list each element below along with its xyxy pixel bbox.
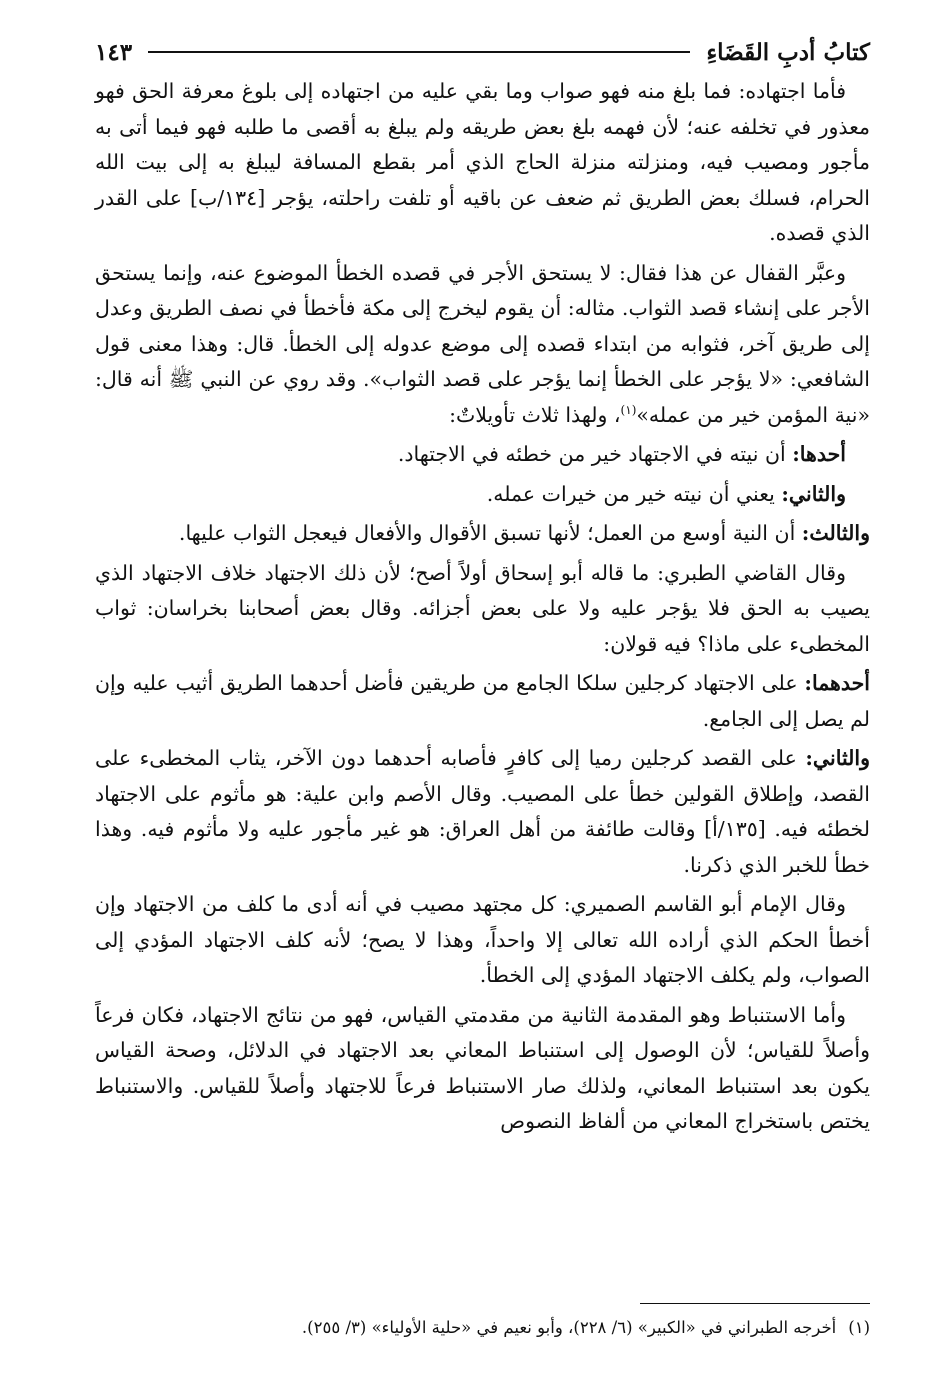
- footnote-reference[interactable]: (١): [620, 402, 637, 417]
- book-page: [95, 30, 870, 1350]
- item-text: على الاجتهاد كرجلين سلكا الجامع من طريقين فأضل أحدهما الطريق أثيب عليه وإن لم يصل إلى الجامع.: [95, 671, 870, 731]
- header-rule: [148, 51, 690, 53]
- item-text: على القصد كرجلين رميا إلى كافرٍ فأصابه أحدهما دون الآخر، يثاب المخطىء على القصد، وإطلاق القولين خطأ على المصيب. وقال الأصم وابن علية: هو مأثوم على الاجتهاد لخطئه فيه. [١٣٥/أ] وقالت طائفة من أهل العراق: هو غير مأجور عليه ولا مأثوم فيه. وهذا خطأ للخبر الذي ذكرنا.: [95, 746, 870, 877]
- paragraph-text: وعبَّر القفال عن هذا فقال: لا يستحق الأجر في قصده الخطأ الموضوع عنه، وإنما يستحق الأجر على إنشاء قصد الثواب. مثاله: أن يقوم ليخرج إلى مكة فأخطأ في نصف الطريق وعدل إلى طريق آخر، فثوابه من ابتداء قصده إلى موضع عدوله إلى الخطأ. قال: وهذا معنى قول الشافعي: «لا يؤجر على الخطأ إنما يؤجر على قصد الثواب». وقد روي عن النبي ﷺ أنه قال: «نية المؤمن خير من عمله»: [95, 260, 870, 427]
- paragraph-text: وقال القاضي الطبري: ما قاله أبو إسحاق أولاً أصح؛ لأن ذلك الاجتهاد خلاف الاجتهاد الذي يصيب به الحق فلا يؤجر عليه ولا على بعض أجزائه. وقال بعض أصحابنا بخراسان: ثواب المخطىء على ماذا؟ فيه قولان:: [95, 560, 870, 656]
- paragraph: [95, 74, 870, 252]
- opinion-item: [95, 741, 870, 883]
- item-lead: والثاني:: [781, 481, 846, 506]
- item-text: أن النية أوسع من العمل؛ لأنها تسبق الأقوال والأفعال فيعجل الثواب عليها.: [178, 521, 802, 545]
- paragraph: [95, 256, 870, 434]
- item-lead: والثاني:: [805, 746, 870, 770]
- footnote-text: أخرجه الطبراني في «الكبير» (٦/ ٢٢٨)، وأبو نعيم في «حلية الأولياء» (٣/ ٢٥٥).: [301, 1318, 837, 1337]
- footnote: [95, 1315, 870, 1341]
- main-text: [95, 74, 870, 1140]
- paragraph: [95, 998, 870, 1140]
- item-text: أن نيته في الاجتهاد خير من خطئه في الاجتهاد.: [397, 442, 793, 466]
- book-title: كتابُ أدبِ القَضَاءِ: [706, 38, 870, 66]
- paragraph: [95, 556, 870, 663]
- footnote-number: (١): [848, 1318, 870, 1337]
- opinion-item: [95, 666, 870, 737]
- interpretation-item: [95, 477, 870, 513]
- interpretation-item: [95, 437, 870, 473]
- footnote-separator: [640, 1303, 870, 1304]
- paragraph-text: ، ولهذا ثلاث تأويلاتٌ:: [449, 402, 621, 427]
- running-header: [95, 30, 870, 74]
- paragraph: [95, 887, 870, 994]
- paragraph-text: وقال الإمام أبو القاسم الصميري: كل مجتهد مصيب في أنه أدى ما كلف من الاجتهاد وإن أخطأ الحكم الذي أراده الله تعالى إلا واحداً، وهذا لا يصح؛ لأنه كلف الاجتهاد المؤدي إلى الصواب، ولم يكلف الاجتهاد المؤدي إلى الخطأ.: [95, 892, 870, 987]
- item-lead: والثالث:: [801, 521, 870, 545]
- interpretation-item: [95, 516, 870, 552]
- item-lead: أحدها:: [792, 442, 846, 466]
- page-number: ١٤٣: [95, 38, 133, 66]
- paragraph-text: وأما الاستنباط وهو المقدمة الثانية من مقدمتي القياس، فهو من نتائج الاجتهاد، فكان فرعاً وأصلاً للقياس؛ لأن الوصول إلى استنباط المعاني بعد الاجتهاد في الدلائل، وصحة القياس يكون بعد استنباط المعاني، ولذلك صار الاستنباط فرعاً للاجتهاد وأصلاً للقياس. والاستنباط يختص باستخراج المعاني من ألفاظ النصوص: [95, 1002, 870, 1133]
- paragraph-text: فأما اجتهاده: فما بلغ منه فهو صواب وما بقي عليه من اجتهاده إلى بلوغ معرفة الحق فهو معذور في تخلفه عنه؛ لأن فهمه بلغ بعض طريقه ولم يبلغ به أقصى ما طلبه فهو فيما أتى به مأجور ومصيب فيه، ومنزلته منزلة الحاج الذي أمر بقطع المسافة ليبلغ به إلى بيت الله الحرام، فسلك بعض الطريق ثم ضعف عن باقيه أو تلفت راحلته، يؤجر [١٣٤/ب] على القدر الذي قصده.: [95, 79, 870, 245]
- item-text: يعني أن نيته خير من خيرات عمله.: [486, 481, 782, 506]
- item-lead: أحدهما:: [804, 671, 870, 695]
